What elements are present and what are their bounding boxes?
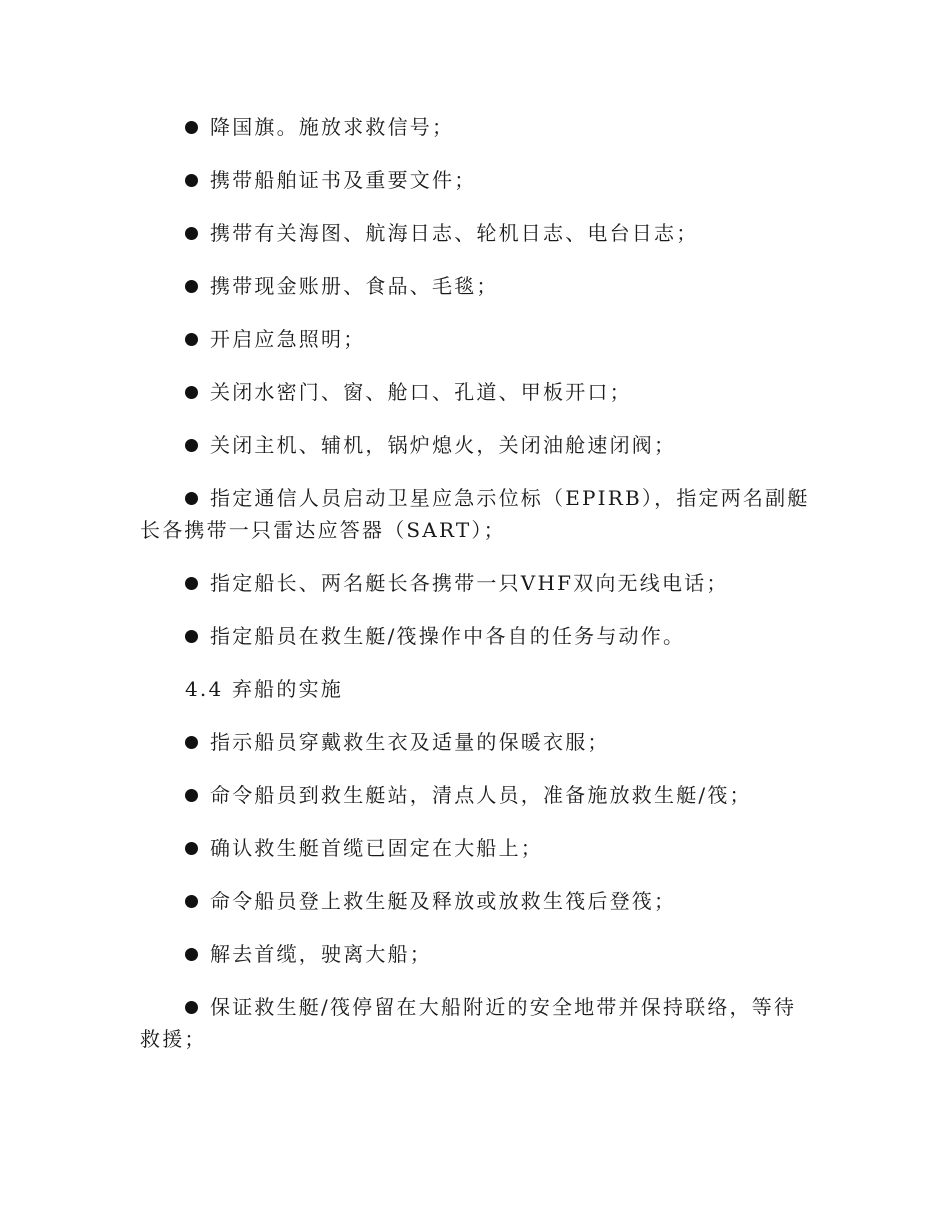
list-item-text: 降国旗。施放求救信号； (210, 115, 455, 139)
list-item (140, 567, 812, 599)
bullet-icon (185, 386, 198, 399)
list-item-text: 保证救生艇/筏停留在大船附近的安全地带并保持联络，等待救援； (140, 995, 797, 1051)
list-item (140, 217, 812, 249)
bullet-icon (185, 227, 198, 240)
list-item (140, 885, 812, 917)
bullet-icon (185, 736, 198, 749)
list-item (140, 376, 812, 408)
list-item (140, 620, 812, 652)
list-item (140, 938, 812, 970)
list-item (140, 991, 812, 1055)
list-item (140, 832, 812, 864)
bullet-icon (185, 630, 198, 643)
bullet-icon (185, 577, 198, 590)
list-item (140, 482, 812, 546)
bullet-icon (185, 789, 198, 802)
list-item-text: 关闭主机、辅机，锅炉熄火，关闭油舱速闭阀； (210, 433, 677, 457)
section-heading: 4.4 弃船的实施 (185, 677, 343, 701)
bullet-icon (185, 895, 198, 908)
bullet-icon (185, 842, 198, 855)
bullet-icon (185, 948, 198, 961)
list-item (140, 323, 812, 355)
document-body (140, 111, 812, 1076)
list-item-text: 关闭水密门、窗、舱口、孔道、甲板开口； (210, 380, 632, 404)
list-item-text: 指定船长、两名艇长各携带一只VHF双向无线电话； (210, 571, 729, 595)
list-item (140, 270, 812, 302)
list-item-text: 命令船员到救生艇站，清点人员，准备施放救生艇/筏； (210, 783, 752, 807)
list-item-text: 指定通信人员启动卫星应急示位标（EPIRB），指定两名副艇长各携带一只雷达应答器（SART）； (140, 486, 810, 542)
list-item-text: 携带现金账册、食品、毛毯； (210, 274, 499, 298)
list-item (140, 779, 812, 811)
bullet-icon (185, 174, 198, 187)
list-item-text: 确认救生艇首缆已固定在大船上； (210, 836, 543, 860)
list-item (140, 164, 812, 196)
list-item-text: 指定船员在救生艇/筏操作中各自的任务与动作。 (210, 624, 686, 648)
list-item-text: 携带有关海图、航海日志、轮机日志、电台日志； (210, 221, 699, 245)
list-item-text: 携带船舶证书及重要文件； (210, 168, 477, 192)
bullet-icon (185, 333, 198, 346)
list-item (140, 726, 812, 758)
bullet-icon (185, 1001, 198, 1014)
bullet-icon (185, 492, 198, 505)
list-item-text: 解去首缆，驶离大船； (210, 942, 432, 966)
list-item (140, 429, 812, 461)
list-item-text: 命令船员登上救生艇及释放或放救生筏后登筏； (210, 889, 677, 913)
list-item (140, 111, 812, 143)
list-item-text: 开启应急照明； (210, 327, 366, 351)
bullet-icon (185, 280, 198, 293)
bullet-icon (185, 439, 198, 452)
list-item-text: 指示船员穿戴救生衣及适量的保暖衣服； (210, 730, 610, 754)
bullet-icon (185, 121, 198, 134)
